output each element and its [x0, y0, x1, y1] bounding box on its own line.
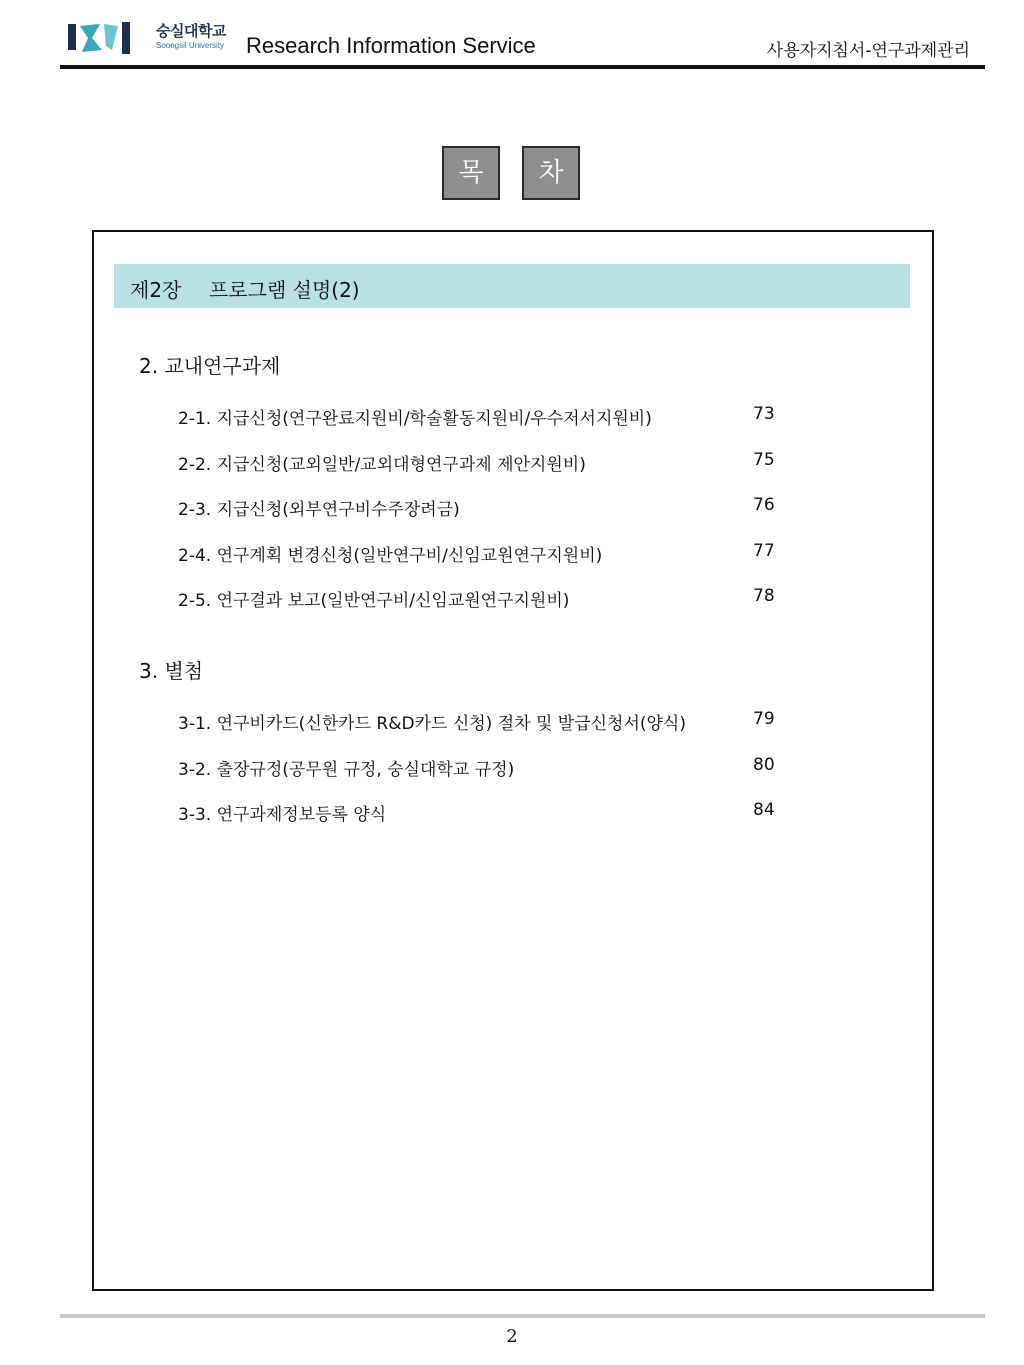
toc-entry-label: 2-3. 지급신청(외부연구비수주장려금) [178, 500, 460, 520]
chapter-name: 프로그램 설명(2) [209, 278, 360, 302]
logo-korean-text: 숭실대학교 [156, 22, 226, 40]
page-header [60, 14, 984, 64]
toc-entry[interactable] [178, 586, 778, 610]
toc-entry[interactable] [178, 800, 778, 824]
toc-entry-label: 3-1. 연구비카드(신한카드 R&D카드 신청) 절차 및 발급신청서(양식) [178, 714, 686, 734]
toc-entry-page: 78 [753, 586, 775, 606]
toc-entry-label: 2-5. 연구결과 보고(일반연구비/신임교원연구지원비) [178, 591, 570, 611]
header-title: Research Information Service [246, 33, 536, 58]
toc-entry-page: 73 [753, 404, 775, 424]
toc-entry-page: 77 [753, 541, 775, 561]
document-title: 사용자지침서-연구과제관리 [766, 41, 970, 61]
toc-entry-page: 76 [753, 495, 775, 515]
toc-entry[interactable] [178, 450, 778, 474]
toc-entry[interactable] [178, 541, 778, 565]
toc-entry-page: 84 [753, 800, 775, 820]
header-divider [60, 65, 985, 69]
footer-divider [60, 1314, 985, 1318]
toc-entry[interactable] [178, 755, 778, 779]
toc-entry-label: 3-3. 연구과제정보등록 양식 [178, 805, 387, 825]
chapter-header-bar [114, 264, 910, 308]
toc-entry-label: 2-1. 지급신청(연구완료지원비/학술활동지원비/우수저서지원비) [178, 409, 652, 429]
toc-entry[interactable] [178, 709, 778, 733]
logo-english-text: Soongsil University [156, 41, 225, 50]
toc-entry[interactable] [178, 495, 778, 519]
chapter-number: 제2장 [130, 278, 182, 302]
university-emblem-icon [66, 18, 146, 58]
toc-entry-label: 2-4. 연구계획 변경신청(일반연구비/신임교원연구지원비) [178, 546, 603, 566]
section-title: 2. 교내연구과제 [139, 354, 281, 378]
toc-entry-page: 80 [753, 755, 775, 775]
university-logo [66, 18, 246, 58]
section-title: 3. 별첨 [139, 659, 204, 683]
toc-heading-char-1: 목 [442, 146, 500, 200]
toc-heading [442, 146, 582, 200]
toc-entry[interactable] [178, 404, 778, 428]
toc-heading-char-2: 차 [522, 146, 580, 200]
toc-entry-label: 2-2. 지급신청(교외일반/교외대형연구과제 제안지원비) [178, 455, 586, 475]
page-number: 2 [506, 1326, 518, 1347]
toc-entry-label: 3-2. 출장규정(공무원 규정, 숭실대학교 규정) [178, 760, 515, 780]
toc-frame [92, 230, 934, 1291]
toc-entry-page: 79 [753, 709, 775, 729]
toc-entry-page: 75 [753, 450, 775, 470]
